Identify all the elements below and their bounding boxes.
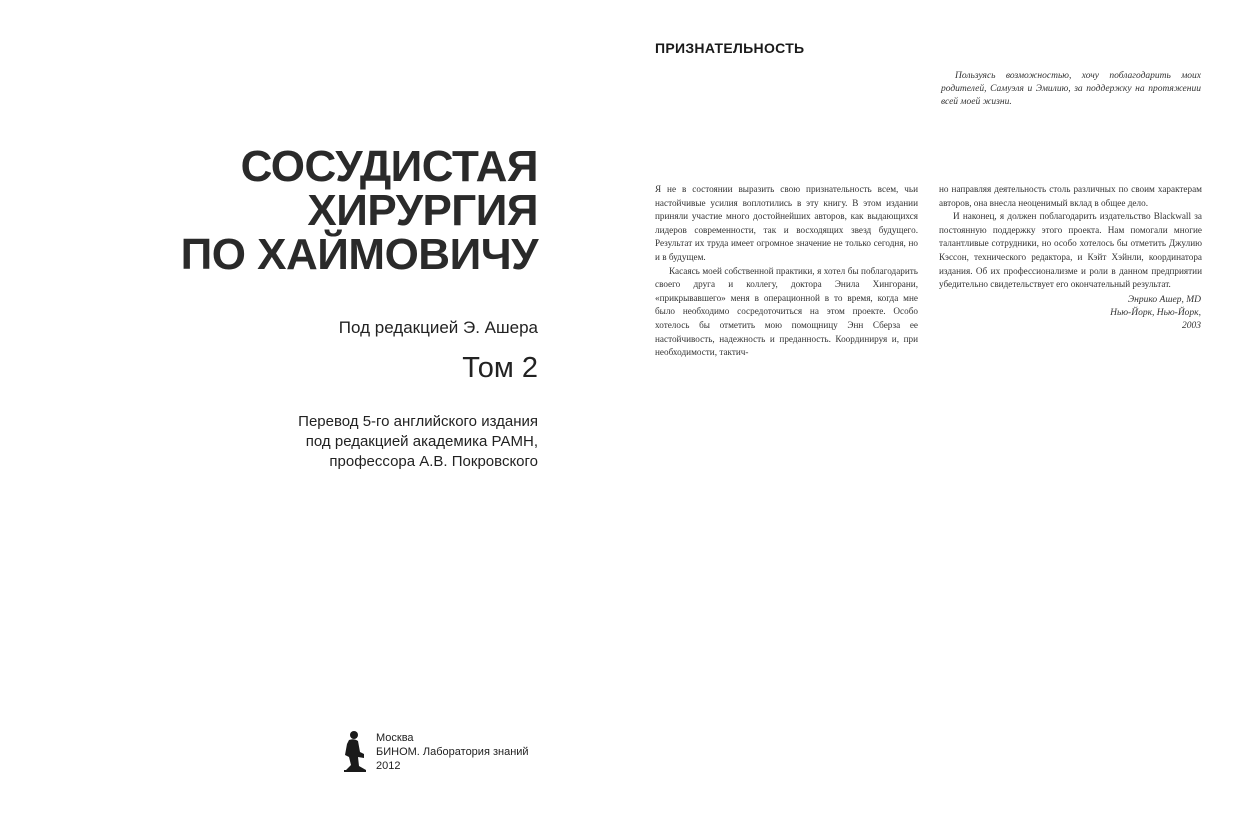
title-line: ПО ХАЙМОВИЧУ (180, 230, 538, 279)
editor-credit: Под редакцией Э. Ашера (338, 318, 538, 337)
title-line: СОСУДИСТАЯ (240, 142, 538, 191)
publisher-logo-icon (342, 730, 368, 772)
signature-author: Энрико Ашер, MD (1127, 295, 1201, 305)
translation-line: Перевод 5-го английского издания (298, 413, 538, 430)
right-page (621, 0, 1243, 819)
title-line: ХИРУРГИЯ (307, 186, 538, 235)
publisher-city: Москва (376, 732, 414, 744)
translation-line: под редакцией академика РАМН, (305, 433, 538, 450)
paragraph: Я не в состоянии выразить свою признательность всем, чьи настойчивые усилия воплотились в эту книгу. В этом издании приняли участие много достойнейших авторов, как выдающихся лидеров современности, так и восходящих звезд будущего. Результат их труда имеет огромное значение не только сегодня, но и в будущем. (655, 184, 918, 262)
translation-line: профессора А.В. Покровского (329, 453, 538, 470)
volume-number: Том 2 (462, 352, 538, 384)
text-column-2 (939, 183, 1202, 292)
signature-year: 2003 (1182, 321, 1201, 331)
signature-block (1061, 294, 1201, 333)
translation-credit (298, 412, 538, 472)
paragraph: И наконец, я должен поблагодарить издательство Blackwall за постоянную поддержку этого проекта. Нам помогали многие талантливые сотрудники, но особо хотелось бы отметить Джулию Кэссон, технического редактора, и Кэйт Хэйнли, координатора издания. Об их профессионализме и роли в данном предприятии убедительно свидетельствует его окончательный результат. (939, 211, 1202, 290)
publisher-name: БИНОМ. Лаборатория знаний (376, 746, 529, 758)
text-column-1 (655, 183, 918, 360)
epigraph: Пользуясь возможностью, хочу поблагодарить моих родителей, Самуэля и Эмилию, за поддержку на протяжении всей моей жизни. (941, 71, 1201, 107)
signature-place: Нью-Йорк, Нью-Йорк, (1110, 308, 1201, 318)
left-page (0, 0, 621, 819)
paragraph: но направляя деятельность столь различных по своим характерам авторов, она внесла неоценимый вклад в общее дело. (939, 184, 1202, 208)
publisher-imprint (376, 731, 529, 773)
publisher-year: 2012 (376, 760, 401, 772)
paragraph: Касаясь моей собственной практики, я хотел бы поблагодарить своего друга и коллегу, доктора Энила Хингорани, «прикрывавшего» меня в операционной в то время, когда мне было необходимо сосредоточиться на этом проекте. Особо хотелось бы отметить мою помощницу Энн Сберза ее настойчивость, надежность и преданность. Координируя и, при необходимости, тактич- (655, 265, 918, 358)
section-heading: ПРИЗНАТЕЛЬНОСТЬ (655, 40, 805, 56)
book-title (180, 142, 538, 279)
